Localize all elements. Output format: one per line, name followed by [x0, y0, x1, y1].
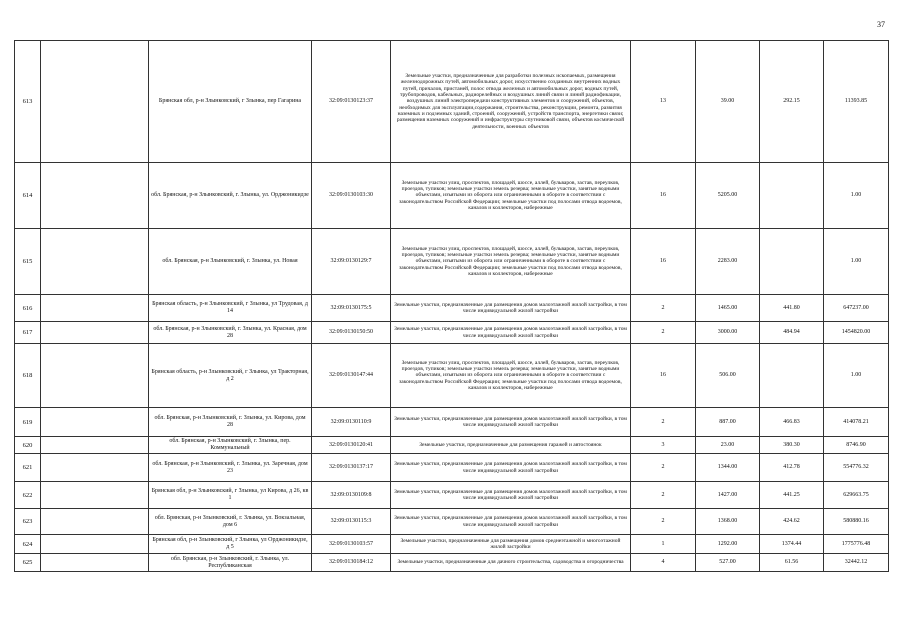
table-row — [15, 509, 889, 535]
rate-cell — [760, 229, 824, 295]
row-number: 622 — [15, 482, 41, 509]
cadastral-value-cell: 414078.21 — [824, 408, 889, 437]
table-row — [15, 482, 889, 509]
blank-cell — [41, 295, 149, 322]
area-cell: 23.00 — [696, 437, 760, 454]
row-number: 616 — [15, 295, 41, 322]
address-cell: обл. Брянская, р-н Злынковский, г. Злынка, ул. Новая — [149, 229, 312, 295]
group-cell: 2 — [631, 408, 696, 437]
rate-cell: 441.80 — [760, 295, 824, 322]
rate-cell: 412.78 — [760, 454, 824, 482]
cadastral-value-cell: 580880.16 — [824, 509, 889, 535]
table-row — [15, 454, 889, 482]
area-cell: 1368.00 — [696, 509, 760, 535]
cadastral-number-cell: 32:09:0130115:3 — [312, 509, 391, 535]
cadastral-number-cell: 32:09:0130137:17 — [312, 454, 391, 482]
cadastral-value-table — [14, 40, 889, 572]
table-row — [15, 163, 889, 229]
rate-cell: 61.56 — [760, 554, 824, 572]
row-number: 619 — [15, 408, 41, 437]
address-cell: обл. Брянская, р-н Злынковский, г. Злынка, пер. Коммунальный — [149, 437, 312, 454]
cadastral-number-cell: 32:09:0130129:7 — [312, 229, 391, 295]
blank-cell — [41, 509, 149, 535]
row-number: 617 — [15, 322, 41, 344]
rate-cell: 466.83 — [760, 408, 824, 437]
rate-cell: 484.94 — [760, 322, 824, 344]
table-row — [15, 344, 889, 408]
area-cell: 3000.00 — [696, 322, 760, 344]
blank-cell — [41, 163, 149, 229]
table-row — [15, 229, 889, 295]
address-cell: Брянская обл, р-н Злынковский, г Злынка, ул Кирова, д 26, кв 1 — [149, 482, 312, 509]
area-cell: 887.00 — [696, 408, 760, 437]
rate-cell: 1374.44 — [760, 535, 824, 554]
group-cell: 16 — [631, 163, 696, 229]
address-cell: Брянская область, р-н Злынковский, г Злынка, ул Трудовая, д 14 — [149, 295, 312, 322]
cadastral-number-cell: 32:09:0130147:44 — [312, 344, 391, 408]
row-number: 625 — [15, 554, 41, 572]
address-cell: обл. Брянская, р-н Злынковский, г. Злынка, ул. Заречная, дом 23 — [149, 454, 312, 482]
address-cell: Брянская область, р-н Злынковский, г Злынка, ул Тракторная, д 2 — [149, 344, 312, 408]
blank-cell — [41, 554, 149, 572]
cadastral-value-cell: 1.00 — [824, 344, 889, 408]
land-use-cell: Земельные участки, предназначенные для размещения домов малоэтажной жилой застройки, в том числе индивидуальной жилой застройки — [391, 295, 631, 322]
rate-cell — [760, 163, 824, 229]
cadastral-number-cell: 32:09:0130184:12 — [312, 554, 391, 572]
land-use-cell: Земельные участки, предназначенные для размещения гаражей и автостоянок — [391, 437, 631, 454]
cadastral-value-cell: 32442.12 — [824, 554, 889, 572]
table-row — [15, 437, 889, 454]
area-cell: 1427.00 — [696, 482, 760, 509]
cadastral-value-cell: 1775776.48 — [824, 535, 889, 554]
cadastral-number-cell: 32:09:0130175:5 — [312, 295, 391, 322]
blank-cell — [41, 41, 149, 163]
row-number: 623 — [15, 509, 41, 535]
area-cell: 2283.00 — [696, 229, 760, 295]
cadastral-value-cell: 647237.00 — [824, 295, 889, 322]
rate-cell: 424.62 — [760, 509, 824, 535]
address-cell: обл. Брянская, р-н Злынковский, г. Злынка, ул. Республиканская — [149, 554, 312, 572]
cadastral-number-cell: 32:09:0130123:37 — [312, 41, 391, 163]
group-cell: 16 — [631, 229, 696, 295]
row-number: 615 — [15, 229, 41, 295]
land-use-cell: Земельные участки улиц, проспектов, площадей, шоссе, аллей, бульваров, застав, переулков, проездов, тупиков; земельные участки земель резерва; земельные участки, занятые водными объектами, изъятыми из оборота или ограниченными в обороте в соответствии с законодательством Российской Федерации; земельные участки под полосами отвода водоемов, каналов и коллекторов, набережные — [391, 344, 631, 408]
blank-cell — [41, 408, 149, 437]
row-number: 618 — [15, 344, 41, 408]
group-cell: 13 — [631, 41, 696, 163]
row-number: 620 — [15, 437, 41, 454]
group-cell: 2 — [631, 322, 696, 344]
table-row — [15, 554, 889, 572]
cadastral-value-cell: 554776.32 — [824, 454, 889, 482]
land-use-cell: Земельные участки улиц, проспектов, площадей, шоссе, аллей, бульваров, застав, переулков, проездов, тупиков; земельные участки земель резерва; земельные участки, занятые водными объектами, изъятыми из оборота или ограниченными в обороте в соответствии с законодательством Российской Федерации; земельные участки под полосами отвода водоемов, каналов и коллекторов, набережные — [391, 229, 631, 295]
address-cell: Брянская обл, р-н Злынковский, г Злынка, ул Орджоникидзе, д 5 — [149, 535, 312, 554]
row-number: 624 — [15, 535, 41, 554]
table-row — [15, 41, 889, 163]
cadastral-value-cell: 11393.85 — [824, 41, 889, 163]
cadastral-value-cell: 1454820.00 — [824, 322, 889, 344]
cadastral-value-cell: 8746.90 — [824, 437, 889, 454]
area-cell: 39.00 — [696, 41, 760, 163]
land-use-cell: Земельные участки, предназначенные для размещения домов малоэтажной жилой застройки, в том числе индивидуальной жилой застройки — [391, 482, 631, 509]
row-number: 613 — [15, 41, 41, 163]
cadastral-value-cell: 1.00 — [824, 163, 889, 229]
blank-cell — [41, 454, 149, 482]
area-cell: 1292.00 — [696, 535, 760, 554]
rate-cell: 292.15 — [760, 41, 824, 163]
row-number: 621 — [15, 454, 41, 482]
cadastral-number-cell: 32:09:0130120:41 — [312, 437, 391, 454]
cadastral-number-cell: 32:09:0130103:57 — [312, 535, 391, 554]
rate-cell: 380.30 — [760, 437, 824, 454]
cadastral-value-cell: 1.00 — [824, 229, 889, 295]
group-cell: 2 — [631, 454, 696, 482]
area-cell: 5205.00 — [696, 163, 760, 229]
address-cell: обл. Брянская, р-н Злынковский, г. Злынка, ул. Орджоникидзе — [149, 163, 312, 229]
group-cell: 2 — [631, 295, 696, 322]
area-cell: 1465.00 — [696, 295, 760, 322]
land-use-cell: Земельные участки, предназначенные для дачного строительства, садоводства и огородничества — [391, 554, 631, 572]
area-cell: 506.00 — [696, 344, 760, 408]
table-row — [15, 295, 889, 322]
land-use-cell: Земельные участки, предназначенные для размещения домов малоэтажной жилой застройки, в том числе индивидуальной жилой застройки — [391, 509, 631, 535]
group-cell: 2 — [631, 482, 696, 509]
rate-cell — [760, 344, 824, 408]
blank-cell — [41, 344, 149, 408]
land-use-cell: Земельные участки, предназначенные для размещения домов среднеэтажной и многоэтажной жилой застройки — [391, 535, 631, 554]
land-use-cell: Земельные участки, предназначенные для размещения домов малоэтажной жилой застройки, в том числе индивидуальной жилой застройки — [391, 454, 631, 482]
land-use-cell: Земельные участки, предназначенные для разработки полезных ископаемых, размещения железнодорожных путей, автомобильных дорог, искусственно созданных внутренних водных путей, причалов, пристаней, полос отвода железных и автомобильных дорог, водных путей, трубопроводов, кабельных, радиорелейных и воздушных линий связи и линий радиофикации, воздушных линий электропередачи конструктивных элементов и сооружений, объектов, необходимых для эксплуатации,содержания, строительства, реконструкции, ремонта, развития наземных и подземных зданий, строений, сооружений, устройств транспорта, энергетики связи; размещения наземных сооружений и инфраструктуры спутниковой связи, объектов космической деятельности, военных объектов — [391, 41, 631, 163]
address-cell: обл. Брянская, р-н Злынковский, г. Злынка, ул. Красная, дом 28 — [149, 322, 312, 344]
table-row — [15, 535, 889, 554]
page-number: 37 — [877, 20, 885, 29]
blank-cell — [41, 229, 149, 295]
address-cell: обл. Брянская, р-н Злынковский, г. Злынка, ул. Вокзальная, дом 6 — [149, 509, 312, 535]
blank-cell — [41, 535, 149, 554]
cadastral-number-cell: 32:09:0130150:50 — [312, 322, 391, 344]
address-cell: обл. Брянская, р-н Злынковский, г. Злынка, ул. Кирова, дом 28 — [149, 408, 312, 437]
blank-cell — [41, 482, 149, 509]
table-row — [15, 408, 889, 437]
group-cell: 16 — [631, 344, 696, 408]
land-use-cell: Земельные участки, предназначенные для размещения домов малоэтажной жилой застройки, в том числе индивидуальной жилой застройки — [391, 408, 631, 437]
area-cell: 1344.00 — [696, 454, 760, 482]
group-cell: 3 — [631, 437, 696, 454]
cadastral-number-cell: 32:09:0130103:30 — [312, 163, 391, 229]
blank-cell — [41, 437, 149, 454]
group-cell: 4 — [631, 554, 696, 572]
cadastral-number-cell: 32:09:0130110:9 — [312, 408, 391, 437]
cadastral-number-cell: 32:09:0130109:8 — [312, 482, 391, 509]
group-cell: 2 — [631, 509, 696, 535]
cadastral-value-cell: 629663.75 — [824, 482, 889, 509]
area-cell: 527.00 — [696, 554, 760, 572]
rate-cell: 441.25 — [760, 482, 824, 509]
table-row — [15, 322, 889, 344]
group-cell: 1 — [631, 535, 696, 554]
land-use-cell: Земельные участки, предназначенные для размещения домов малоэтажной жилой застройки, в том числе индивидуальной жилой застройки — [391, 322, 631, 344]
land-use-cell: Земельные участки улиц, проспектов, площадей, шоссе, аллей, бульваров, застав, переулков, проездов, тупиков; земельные участки земель резерва; земельные участки, занятые водными объектами, изъятыми из оборота или ограниченными в обороте в соответствии с законодательством Российской Федерации; земельные участки под полосами отвода водоемов, каналов и коллекторов, набережные — [391, 163, 631, 229]
blank-cell — [41, 322, 149, 344]
row-number: 614 — [15, 163, 41, 229]
address-cell: Брянская обл, р-н Злынковский, г Злынка, пер Гагарина — [149, 41, 312, 163]
